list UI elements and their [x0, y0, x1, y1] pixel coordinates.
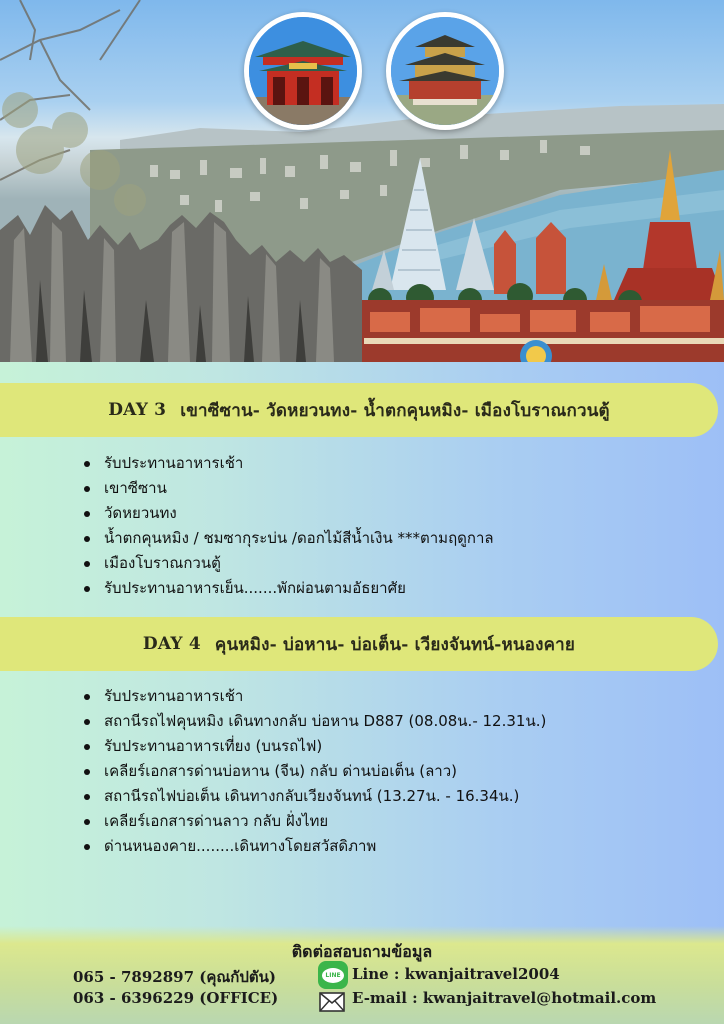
day4-label: DAY 4	[142, 634, 201, 654]
list-item: วัดหยวนทง	[80, 501, 494, 526]
inset-photo-gate	[244, 12, 362, 130]
hero-photo	[0, 0, 724, 362]
contact-title: ติดต่อสอบถามข้อมูล	[291, 942, 433, 961]
day3-banner	[0, 383, 718, 437]
phone-office[interactable]: 063 - 6396229 (OFFICE)	[73, 989, 279, 1007]
day3-title: เขาซีซาน- วัดหยวนทง- น้ำตกคุนหมิง- เมืองโบราณกวนตู้	[180, 400, 610, 421]
day3-label: DAY 3	[108, 400, 167, 420]
list-item: เขาซีซาน	[80, 476, 494, 501]
phone-primary[interactable]: 065 - 7892897 (คุณกัปตัน)	[73, 968, 277, 986]
day4-title: คุนหมิง- บ่อหาน- บ่อเต็น- เวียงจันทน์-หนองคาย	[214, 634, 576, 655]
line-app-icon	[318, 961, 348, 989]
list-item: สถานีรถไฟคุนหมิง เดินทางกลับ บ่อหาน D887 (08.08น.- 12.31น.)	[80, 709, 546, 734]
hero-scenery	[0, 0, 724, 362]
list-item: เคลียร์เอกสารด่านลาว กลับ ฝั่งไทย	[80, 809, 546, 834]
line-id[interactable]: Line : kwanjaitravel2004	[352, 965, 560, 983]
day4-itinerary	[80, 684, 546, 859]
inset-photo-pavilion	[386, 12, 504, 130]
list-item: สถานีรถไฟบ่อเต็น เดินทางกลับเวียงจันทน์ (13.27น. - 16.34น.)	[80, 784, 546, 809]
list-item: เมืองโบราณกวนตู้	[80, 551, 494, 576]
line-icon-text: LINE	[322, 968, 344, 983]
list-item: รับประทานอาหารเช้า	[80, 684, 546, 709]
list-item: ด่านหนองคาย........เดินทางโดยสวัสดิภาพ	[80, 834, 546, 859]
list-item: รับประทานอาหารเช้า	[80, 451, 494, 476]
list-item: น้ำตกคุนหมิง / ชมซากุระบ่น /ดอกไม้สีน้ำเงิน ***ตามฤดูกาล	[80, 526, 494, 551]
list-item: เคลียร์เอกสารด่านบ่อหาน (จีน) กลับ ด่านบ่อเต็น (ลาว)	[80, 759, 546, 784]
mail-icon	[319, 992, 345, 1012]
contact-footer	[0, 926, 724, 1024]
gate-illustration	[249, 17, 357, 125]
pavilion-illustration	[391, 17, 499, 125]
day3-itinerary	[80, 451, 494, 601]
email-address[interactable]: E-mail : kwanjaitravel@hotmail.com	[352, 989, 657, 1007]
list-item: รับประทานอาหารเที่ยง (บนรถไฟ)	[80, 734, 546, 759]
day4-banner	[0, 617, 718, 671]
list-item: รับประทานอาหารเย็น.......พักผ่อนตามอัธยาศัย	[80, 576, 494, 601]
